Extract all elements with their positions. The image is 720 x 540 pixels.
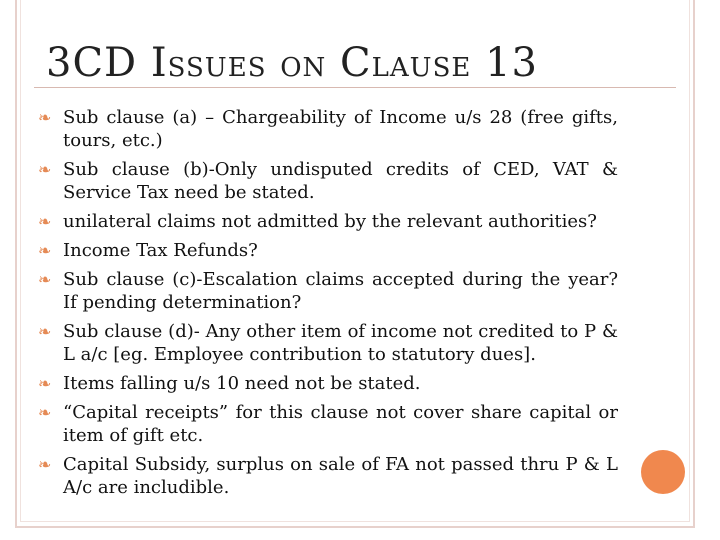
title-part: 3CD I: [46, 40, 168, 86]
frame-line-right: [689, 0, 690, 522]
title-part: ON: [280, 53, 327, 83]
bullet-text: “Capital receipts” for this clause not cover share capital or item of gift etc.: [63, 402, 618, 446]
bullet-text: unilateral claims not admitted by the relevant authorities?: [63, 211, 597, 232]
title-part: 13: [485, 40, 539, 86]
bullet-list: [38, 106, 618, 505]
title-part: [326, 40, 340, 86]
bullet-text: Capital Subsidy, surplus on sale of FA not passed thru P & L A/c are includible.: [63, 454, 618, 498]
bullet-item: [38, 372, 618, 395]
bullet-item: [38, 401, 618, 447]
frame-line-bottom: [20, 521, 690, 522]
bullet-text: Sub clause (c)-Escalation claims accepted during the year? If pending determination?: [63, 269, 618, 313]
leaf-bullet-icon: ❧: [38, 403, 52, 422]
leaf-bullet-icon: ❧: [38, 108, 52, 127]
leaf-bullet-icon: ❧: [38, 270, 52, 289]
decorative-orange-circle: [641, 450, 685, 494]
title-part: [471, 40, 485, 86]
bullet-text: Items falling u/s 10 need not be stated.: [63, 373, 421, 394]
bullet-text: Income Tax Refunds?: [63, 240, 258, 261]
leaf-bullet-icon: ❧: [38, 374, 52, 393]
leaf-bullet-icon: ❧: [38, 322, 52, 341]
leaf-bullet-icon: ❧: [38, 455, 52, 474]
bullet-text: Sub clause (d)- Any other item of income not credited to P & L a/c [eg. Employee contribution to statutory dues].: [63, 321, 618, 365]
bullet-item: [38, 158, 618, 204]
title-underline: [34, 87, 676, 88]
title-part: SSUES: [167, 53, 267, 83]
bullet-item: [38, 239, 618, 262]
bullet-item: [38, 320, 618, 366]
bullet-item: [38, 268, 618, 314]
slide-title: [46, 40, 538, 86]
leaf-bullet-icon: ❧: [38, 212, 52, 231]
bullet-item: [38, 453, 618, 499]
frame-line-left: [20, 0, 21, 522]
bullet-item: [38, 106, 618, 152]
title-part: LAUSE: [371, 53, 472, 83]
title-part: [267, 40, 281, 86]
bullet-text: Sub clause (b)-Only undisputed credits of CED, VAT & Service Tax need be stated.: [63, 159, 618, 203]
title-part: C: [340, 40, 372, 86]
bullet-text: Sub clause (a) – Chargeability of Income u/s 28 (free gifts, tours, etc.): [63, 107, 618, 151]
leaf-bullet-icon: ❧: [38, 241, 52, 260]
bullet-item: [38, 210, 618, 233]
leaf-bullet-icon: ❧: [38, 160, 52, 179]
